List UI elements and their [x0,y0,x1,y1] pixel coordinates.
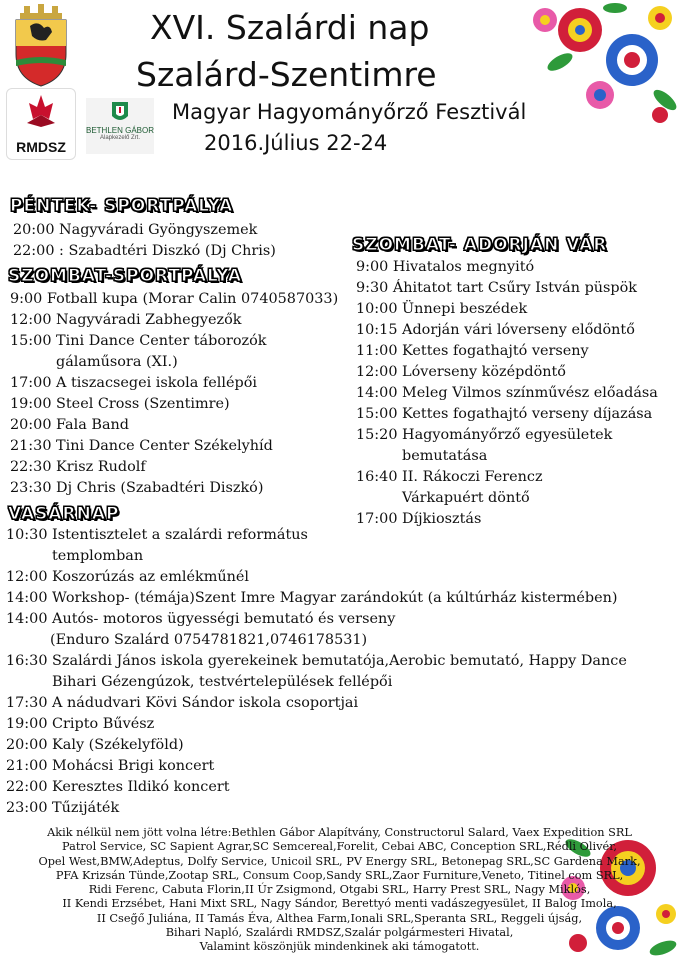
schedule-item: 17:30 A nádudvari Kövi Sándor iskola csoportjai [6,695,359,711]
schedule-item: 23:00 Tűzijáték [6,800,120,816]
schedule-item: 17:00 A tiszacsegei iskola fellépői [10,375,257,391]
schedule-item-continued: (Enduro Szalárd 0754781821,0746178531) [50,632,368,648]
schedule-item: 20:00 Fala Band [10,417,130,433]
schedule-item: 19:00 Steel Cross (Szentimre) [10,396,230,412]
festival-title-line2: Szalárd-Szentimre [136,55,437,94]
festival-title-line1: XVI. Szalárdi nap [150,8,430,47]
festival-subtitle: Magyar Hagyományőrző Fesztivál [172,100,527,124]
schedule-item: 9:00 Fotball kupa (Morar Calin 0740587033) [10,291,339,307]
sponsors-line: Valamint köszönjük mindenkinek aki támogatott. [199,940,480,954]
sponsors-line: PFA Krizsán Tünde,Zootap SRL, Consum Coop,Sandy SRL,Zaor Furniture,Veneto, Titinel com SRL, [55,868,624,882]
schedule-item-continued: gálaműsora (XI.) [56,354,178,370]
festival-date: 2016.Július 22-24 [204,131,388,155]
schedule-item: 14:00 Workshop- (témája)Szent Imre Magyar zarándokút (a kúltúrház kistermében) [6,590,618,606]
schedule-item: 15:00 Kettes fogathajtó verseny díjazása [356,406,653,422]
rmdsz-logo-text: RMDSZ [16,139,66,155]
schedule-item: 11:00 Kettes fogathajtó verseny [356,343,589,359]
sponsors-line: Akik nélkül nem jött volna létre:Bethlen Gábor Alapítvány, Constructorul Salard, Vaex Expedition SRL [47,826,632,839]
friday-heading: PÉNTEK- SPORTPÁLYA [10,196,234,216]
schedule-item: 14:00 Meleg Vilmos színművész előadása [356,385,658,401]
schedule-item: 10:00 Ünnepi beszédek [356,301,528,317]
schedule-item: 16:40 II. Rákoczi Ferencz [356,469,543,485]
schedule-item: 12:00 Nagyváradi Zabhegyezők [10,312,242,328]
schedule-item: 10:15 Adorján vári lóverseny elődöntő [356,322,635,338]
saturday-adorjan-schedule [356,257,658,530]
schedule-item: 16:30 Szalárdi János iskola gyerekeinek bemutatója,Aerobic bemutató, Happy Dance [6,653,627,669]
schedule-item: 22:00 : Szabadtéri Diszkó (Dj Chris) [13,243,276,259]
schedule-item: 17:00 Díjkiosztás [356,511,482,527]
schedule-item: 20:00 Kaly (Székelyföld) [6,737,184,753]
bethlen-logo-name: BETHLEN GÁBOR [86,126,155,135]
sponsors-line: Ridi Ferenc, Cabuta Florin,II Úr Zsigmond, Otgabi SRL, Harry Prest SRL, Nagy Miklós, [88,883,591,897]
rmdsz-logo [6,88,76,160]
sponsors-line: Patrol Service, SC Sapient Agrar,SC Semcereal,Forelit, Cebai ABC, Conception SRL,Rédli Olivér, [62,840,617,854]
sunday-schedule [6,525,627,819]
schedule-item: 9:00 Hivatalos megnyitó [356,259,535,275]
sponsors-line: Bihari Napló, Szalárdi RMDSZ,Szalár polgármesteri Hivatal, [165,926,514,940]
schedule-item: 14:00 Autós- motoros ügyességi bemutató és verseny [6,611,396,627]
schedule-item: 21:30 Tini Dance Center Székelyhíd [10,438,273,454]
saturday-adorjan-heading: SZOMBAT- ADORJÁN VÁR [352,235,608,255]
friday-schedule [13,220,276,262]
sponsors-line: II Cseg̋ő Juliána, II Tamás Éva, Althea Farm,Ionali SRL,Speranta SRL, Reggeli újság, [96,911,583,925]
schedule-item: 15:20 Hagyományőrző egyesületek [356,427,613,443]
schedule-item: 12:00 Koszorúzás az emlékműnél [6,569,250,585]
folk-flower-ornament-top [520,0,679,130]
sponsors-line: Opel West,BMW,Adeptus, Dolfy Service, Unicoil SRL, PV Energy SRL, Betonepag SRL,SC Gardena Mark, [38,854,641,868]
schedule-item-continued: Várkapuért döntő [402,490,530,506]
schedule-item-continued: Bihari Gézengúzok, testvértelepülések fellépői [52,674,393,690]
schedule-item: 12:00 Lóverseny középdöntő [356,364,566,380]
schedule-item: 22:00 Keresztes Ildikó koncert [6,779,230,795]
schedule-item: 9:30 Áhitatot tart Csűry István püspök [356,280,638,296]
sponsors-line: II Kendi Erzsébet, Hani Mixt SRL, Nagy Sándor, Berettyó menti vadászegyesület, II Balog Imola, [62,897,617,911]
bethlen-gabor-logo [86,98,154,154]
sunday-heading: VASÁRNAP [8,504,120,524]
schedule-item: 19:00 Cripto Bűvész [6,716,155,732]
schedule-item-continued: templomban [52,548,144,564]
schedule-item: 22:30 Krisz Rudolf [10,459,146,475]
saturday-sport-heading: SZOMBAT-SPORTPÁLYA [8,266,243,286]
schedule-item-continued: bemutatása [402,448,488,464]
schedule-item: 21:00 Mohácsi Brigi koncert [6,758,215,774]
sponsors-list [0,826,679,955]
bethlen-logo-sub: Alapkezelő Zrt. [99,135,141,141]
schedule-item: 15:00 Tini Dance Center táborozók [10,333,267,349]
saturday-sport-schedule [10,289,338,499]
schedule-item: 10:30 Istentisztelet a szalárdi református [6,527,308,543]
schedule-item: 23:30 Dj Chris (Szabadtéri Diszkó) [10,480,264,496]
village-coat-of-arms [12,4,70,88]
schedule-item: 20:00 Nagyváradi Gyöngyszemek [13,222,258,238]
